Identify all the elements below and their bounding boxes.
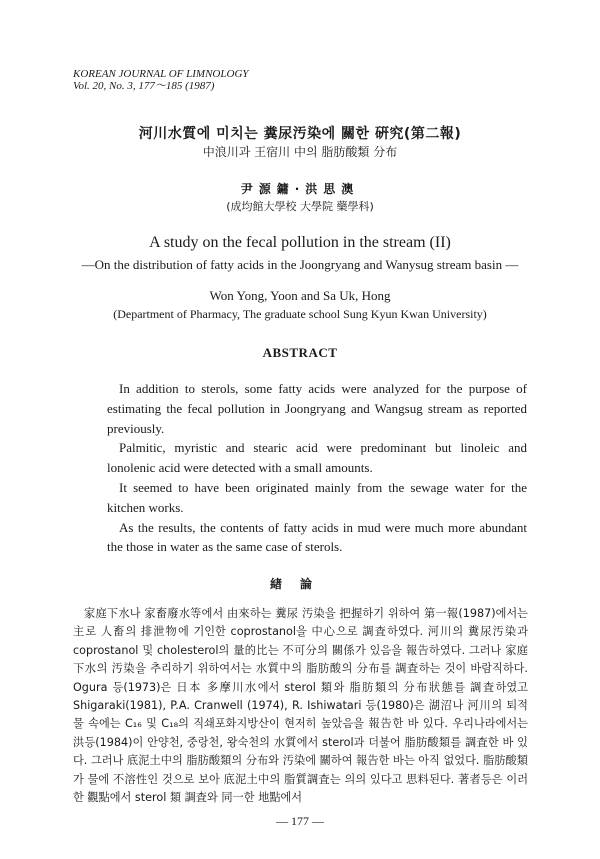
abstract-paragraph: Palmitic, myristic and stearic acid were predominant but linoleic and lonolenic acid were detected with a small amounts.	[107, 440, 527, 476]
abstract-paragraph: As the results, the contents of fatty acids in mud were much more abundant the those in water as the same case of sterols.	[107, 519, 527, 555]
journal-header	[73, 68, 249, 92]
introduction-heading: 緖論	[269, 577, 330, 591]
page-number: — 177 —	[276, 814, 324, 828]
journal-name: KOREAN JOURNAL OF LIMNOLOGY	[73, 68, 249, 80]
introduction-paragraph: 家庭下水나 家畜廢水等에서 由來하는 糞尿 汚染을 把握하기 위하여 第一報(1987)에서는 主로 人畜의 排泄物에 기인한 coprostanol을 中心으로 調査하였다. 河川의 糞尿汚染과 coprostanol 및 cholesterol의 量的比는 不可分의 關係가 있음을 報告하였다. 그러나 家庭下水의 汚染을 추리하기 위하여서는 水質中의 脂肪酸의 分布를 調査하는 것이 바람직하다. Ogura 등(1973)은 日本 多摩川水에서 sterol 類와 脂肪類의 分布狀態를 調査하였고 Shigaraki(1981), P.A. Cranwell (1974), R. Ishiwatari 등(1980)은 湖沼나 河川의 퇴적물 속에는 C₁₆ 및 C₁₈의 직쇄포화지방산이 현저히 높았음을 報告한 바 있다. 우리나라에서는 洪등(1984)이 안양천, 중랑천, 왕숙천의 水質에서 sterol과 더불어 脂肪酸類를 調査한 바 있다. 그러나 底泥土中의 脂肪酸類의 分布와 汚染에 關하여 報告한 바는 아직 없었다. 脂肪酸類가 물에 不溶性인 것으로 보아 底泥土中의 脂質調査는 의의 있다고 思料된다. 著者등은 이러한 觀點에서 sterol 類 調査와 同一한 地點에서	[73, 607, 528, 805]
korean-affiliation: (成均館大學校 大學院 藥學科)	[226, 200, 374, 213]
korean-subtitle: 中浪川과 王宿川 中의 脂肪酸類 分布	[202, 145, 398, 159]
abstract-paragraph: In addition to sterols, some fatty acids were analyzed for the purpose of estimating the fecal pollution in Joongryang and Wangsug stream as reported previously.	[107, 381, 527, 436]
abstract-body	[107, 379, 527, 557]
journal-volume: Vol. 20, No. 3, 177～185 (1987)	[73, 80, 215, 92]
english-subtitle: —On the distribution of fatty acids in the Joongryang and Wanysug stream basin —	[81, 257, 519, 272]
english-title: A study on the fecal pollution in the stream (II)	[149, 234, 451, 251]
korean-title: 河川水質에 미치는 糞尿汚染에 關한 硏究(第二報)	[138, 126, 462, 142]
abstract-heading: ABSTRACT	[262, 345, 338, 360]
english-affiliation: (Department of Pharmacy, The graduate school Sung Kyun Kwan University)	[113, 307, 487, 321]
korean-authors: 尹源鏞·洪思澳	[240, 182, 360, 196]
introduction-body	[73, 605, 528, 807]
abstract-paragraph: It seemed to have been originated mainly from the sewage water for the kitchen works.	[107, 479, 527, 515]
english-authors: Won Yong, Yoon and Sa Uk, Hong	[209, 288, 391, 303]
